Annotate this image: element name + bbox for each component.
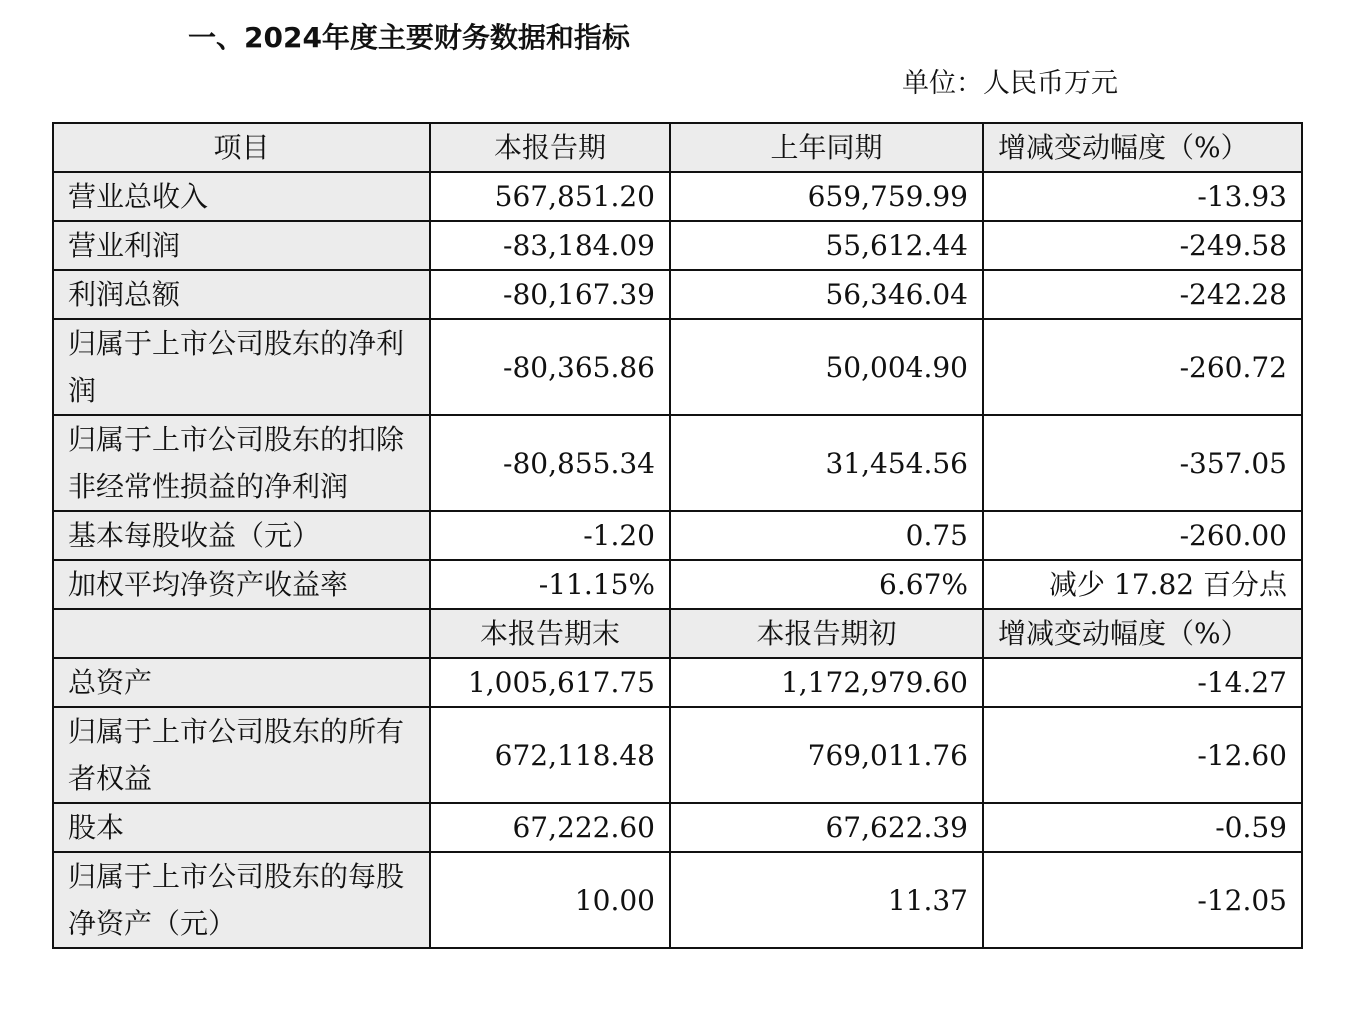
unit-note: 单位：人民币万元 [902, 68, 1118, 99]
previous-value: 31,454.56 [670, 415, 983, 511]
change-value: -260.00 [983, 511, 1302, 560]
row-label: 归属于上市公司股东的净利润 [53, 319, 430, 415]
row-label: 营业总收入 [53, 172, 430, 221]
row-label: 利润总额 [53, 270, 430, 319]
previous-value: 0.75 [670, 511, 983, 560]
table-subheader-row [53, 609, 1302, 658]
current-value: -80,365.86 [430, 319, 670, 415]
column-header-change-pct: 增减变动幅度（%） [983, 123, 1302, 172]
previous-value: 769,011.76 [670, 707, 983, 803]
table-row [53, 511, 1302, 560]
previous-value: 55,612.44 [670, 221, 983, 270]
table-row [53, 852, 1302, 948]
current-value: 10.00 [430, 852, 670, 948]
current-value: -1.20 [430, 511, 670, 560]
change-value: -357.05 [983, 415, 1302, 511]
section-heading: 一、2024年度主要财务数据和指标 [188, 21, 630, 54]
current-value: -11.15% [430, 560, 670, 609]
row-label: 归属于上市公司股东的所有者权益 [53, 707, 430, 803]
row-label: 股本 [53, 803, 430, 852]
current-value: 672,118.48 [430, 707, 670, 803]
table-header-row [53, 123, 1302, 172]
table-row [53, 658, 1302, 707]
current-value: 1,005,617.75 [430, 658, 670, 707]
table-row [53, 270, 1302, 319]
change-value: -12.60 [983, 707, 1302, 803]
row-label: 基本每股收益（元） [53, 511, 430, 560]
row-label: 归属于上市公司股东的扣除非经常性损益的净利润 [53, 415, 430, 511]
current-value: -80,167.39 [430, 270, 670, 319]
row-label: 总资产 [53, 658, 430, 707]
column-header-change-pct: 增减变动幅度（%） [983, 609, 1302, 658]
change-value: -0.59 [983, 803, 1302, 852]
change-value: -249.58 [983, 221, 1302, 270]
previous-value: 1,172,979.60 [670, 658, 983, 707]
previous-value: 67,622.39 [670, 803, 983, 852]
change-value: -260.72 [983, 319, 1302, 415]
current-value: -80,855.34 [430, 415, 670, 511]
change-value: -13.93 [983, 172, 1302, 221]
row-label: 营业利润 [53, 221, 430, 270]
change-value: -12.05 [983, 852, 1302, 948]
column-header-period-start: 本报告期初 [670, 609, 983, 658]
table-row [53, 707, 1302, 803]
previous-value: 11.37 [670, 852, 983, 948]
column-header-current-period: 本报告期 [430, 123, 670, 172]
financial-data-table [52, 122, 1303, 949]
subheader-blank-cell [53, 609, 430, 658]
row-label: 归属于上市公司股东的每股净资产（元） [53, 852, 430, 948]
table-row [53, 172, 1302, 221]
row-label: 加权平均净资产收益率 [53, 560, 430, 609]
change-value: -14.27 [983, 658, 1302, 707]
column-header-item: 项目 [53, 123, 430, 172]
current-value: -83,184.09 [430, 221, 670, 270]
table-row [53, 560, 1302, 609]
table-row [53, 221, 1302, 270]
previous-value: 6.67% [670, 560, 983, 609]
table-row [53, 803, 1302, 852]
current-value: 567,851.20 [430, 172, 670, 221]
current-value: 67,222.60 [430, 803, 670, 852]
previous-value: 659,759.99 [670, 172, 983, 221]
previous-value: 50,004.90 [670, 319, 983, 415]
previous-value: 56,346.04 [670, 270, 983, 319]
change-value: -242.28 [983, 270, 1302, 319]
column-header-period-end: 本报告期末 [430, 609, 670, 658]
table-row [53, 319, 1302, 415]
change-value: 减少 17.82 百分点 [983, 560, 1302, 609]
column-header-prior-year: 上年同期 [670, 123, 983, 172]
table-row [53, 415, 1302, 511]
